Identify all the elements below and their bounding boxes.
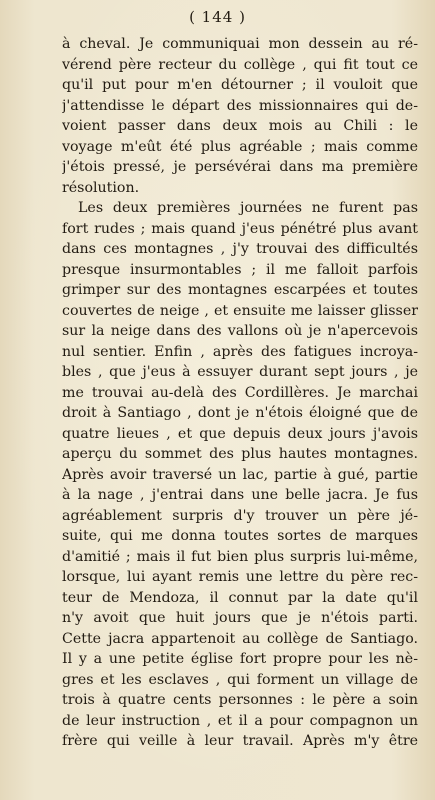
text-line: j'attendisse le départ des missionnaires qui de- bbox=[62, 97, 418, 114]
text-line: d'amitié ; mais il fut bien plus surpris lui-même, bbox=[62, 548, 418, 565]
text-line: à cheval. Je communiquai mon dessein au ré- bbox=[62, 36, 418, 52]
text-line: bles , que j'eus à essuyer durant sept jours , je bbox=[62, 364, 418, 380]
text-line: quatre lieues , et que depuis deux jours j'avois bbox=[62, 425, 418, 442]
text-line: presque insurmontables ; il me falloit parfois bbox=[62, 261, 418, 278]
text-line: Il y a une petite église fort propre pour les nè- bbox=[62, 651, 418, 667]
text-line: aperçu du sommet des plus hautes montagnes. bbox=[62, 446, 418, 462]
text-line: voient passer dans deux mois au Chili : le bbox=[62, 118, 418, 134]
text-line: suite, qui me donna toutes sortes de marques bbox=[62, 528, 418, 544]
text-line: gres et les esclaves , qui forment un village de bbox=[62, 671, 418, 688]
text-line: lorsque, lui ayant remis une lettre du père rec- bbox=[62, 569, 418, 585]
text-line: Après avoir traversé un lac, partie à gué, partie bbox=[62, 466, 418, 483]
text-line: nul sentier. Enfin , après des fatigues incroya- bbox=[62, 343, 418, 360]
text-line: dans ces montagnes , j'y trouvai des difficultés bbox=[62, 241, 418, 257]
text-line: trois à quatre cents personnes : le père a soin bbox=[62, 692, 418, 708]
text-line: à la nage , j'entrai dans une belle jacra. Je fus bbox=[62, 487, 418, 503]
text-line: frère qui veille à leur travail. Après m'y être bbox=[62, 733, 418, 749]
text-line: droit à Santiago , dont je n'étois éloigné que de bbox=[62, 405, 418, 421]
text-line: agréablement surpris d'y trouver un père jé- bbox=[62, 507, 418, 524]
text-line: résolution. bbox=[62, 179, 140, 196]
text-line: sur la neige dans des vallons où je n'apercevois bbox=[62, 323, 418, 339]
text-line: n'y avoit que huit jours que je n'étois parti. bbox=[62, 610, 418, 626]
text-line: teur de Mendoza, il connut par la date qu'il bbox=[62, 589, 418, 606]
text-line: couvertes de neige , et ensuite me laisser glisser bbox=[62, 302, 418, 319]
text-line: j'étois pressé, je persévérai dans ma première bbox=[62, 159, 418, 175]
text-line: de leur instruction , et il a pour compagnon un bbox=[62, 712, 418, 729]
text-line: Les deux premières journées ne furent pas bbox=[78, 200, 418, 216]
text-line: grimper sur des montagnes escarpées et toutes bbox=[62, 282, 418, 298]
text-line: Cette jacra appartenoit au collège de Santiago. bbox=[62, 630, 418, 647]
body-text bbox=[62, 34, 418, 752]
text-line: me trouvai au-delà des Cordillères. Je marchai bbox=[62, 384, 418, 401]
text-line: vérend père recteur du collège , qui fit tout ce bbox=[62, 56, 418, 73]
text-line: fort rudes ; mais quand j'eus pénétré plus avant bbox=[62, 220, 418, 237]
page-number: ( 144 ) bbox=[189, 8, 246, 26]
text-line: voyage m'eût été plus agréable ; mais comme bbox=[62, 138, 418, 155]
text-line: qu'il put pour m'en détourner ; il vouloit que bbox=[62, 77, 418, 93]
